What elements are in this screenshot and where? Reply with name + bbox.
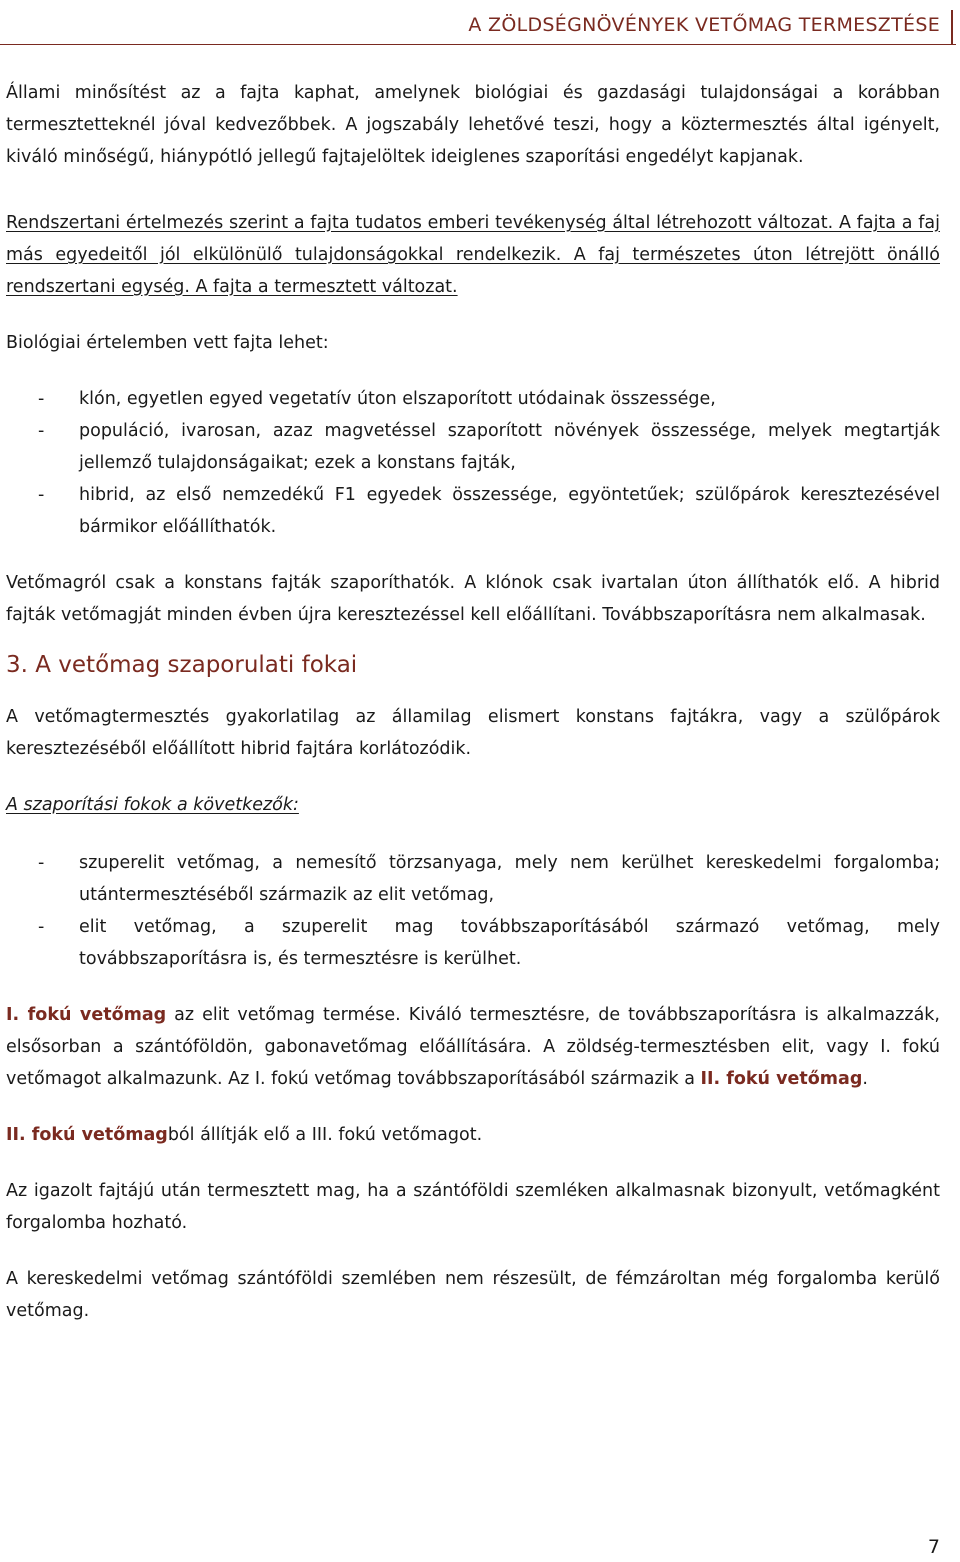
paragraph-first-degree: [6, 999, 940, 1095]
list-item: [6, 479, 940, 543]
paragraph-certified-seed: Az igazolt fajtájú után termesztett mag, ha a szántóföldi szemléken alkalmasnak bizonyult, vetőmagként forgalomba hozható.: [6, 1181, 940, 1233]
paragraph-degrees-intro: A szaporítási fokok a következők:: [6, 795, 299, 815]
paragraph-text: az elit vetőmag termése. Kiváló termesztésre, de továbbszaporításra is alkalmazzák, elsősorban a szántóföldön, gabonavetőmag előállítására. A zöldség-termesztésben elit, vagy I. fokú vetőmagot alkalmazunk. Az I. fokú vetőmag továbbszaporításából származik a: [6, 1005, 940, 1089]
list-dash: -: [38, 389, 45, 409]
page-body: [6, 77, 940, 1327]
list-item: [6, 911, 940, 975]
header-rule-vertical: [951, 10, 953, 44]
list-item-text: elit vetőmag, a szuperelit mag továbbszaporításából származó vetőmag, mely továbbszaporításra is, és termesztésre is kerülhet.: [79, 917, 940, 969]
header-rule: [0, 44, 956, 45]
list-item-text: szuperelit vetőmag, a nemesítő törzsanyaga, mely nem kerülhet kereskedelmi forgalomba; utántermesztéséből származik az elit vetőmag,: [79, 853, 940, 905]
paragraph-text-end: .: [862, 1069, 868, 1089]
paragraph-biological-intro: Biológiai értelemben vett fajta lehet:: [6, 333, 329, 353]
term-second-degree-seed: II. fokú vetőmag: [700, 1069, 863, 1089]
list-item: [6, 383, 940, 415]
section-heading: 3. A vetőmag szaporulati fokai: [6, 652, 358, 678]
paragraph-second-degree: [6, 1119, 940, 1151]
paragraph-propagation: Vetőmagról csak a konstans fajták szaporíthatók. A klónok csak ivartalan úton állíthatók elő. A hibrid fajták vetőmagját minden évben újra keresztezéssel kell előállítani. Továbbszaporításra nem alkalmasak.: [6, 573, 940, 625]
list-propagation-degrees: [6, 847, 940, 975]
paragraph-taxonomic-definition: Rendszertani értelmezés szerint a fajta tudatos emberi tevékenység által létrehozott változat. A fajta a faj más egyedeitől jól elkülönülő tulajdonságokkal rendelkezik. A faj természetes úton létrejött önálló rendszertani egység. A fajta a termesztett változat.: [6, 213, 940, 297]
paragraph-seed-production: A vetőmagtermesztés gyakorlatilag az államilag elismert konstans fajtákra, vagy a szülőpárok keresztezéséből előállított hibrid fajtára korlátozódik.: [6, 707, 940, 759]
page-header: [0, 0, 960, 64]
page-number: 7: [927, 1536, 940, 1558]
running-header-title: A ZÖLDSÉGNÖVÉNYEK VETŐMAG TERMESZTÉSE: [468, 14, 940, 36]
term-second-degree-seed: II. fokú vetőmag: [6, 1125, 168, 1145]
list-dash: -: [38, 853, 45, 873]
list-dash: -: [38, 485, 45, 505]
term-first-degree-seed: I. fokú vetőmag: [6, 1005, 167, 1025]
paragraph-commercial-seed: A kereskedelmi vetőmag szántóföldi szemlében nem részesült, de fémzároltan még forgalomba kerülő vetőmag.: [6, 1269, 940, 1321]
list-item-text: klón, egyetlen egyed vegetatív úton elszaporított utódainak összessége,: [79, 389, 716, 409]
list-dash: -: [38, 917, 45, 937]
paragraph-text: ból állítják elő a III. fokú vetőmagot.: [167, 1125, 483, 1145]
list-dash: -: [38, 421, 45, 441]
list-item-text: populáció, ivarosan, azaz magvetéssel szaporított növények összessége, melyek megtartják jellemző tulajdonságaikat; ezek a konstans fajták,: [79, 421, 940, 473]
paragraph-state-qualification: Állami minősítést az a fajta kaphat, amelynek biológiai és gazdasági tulajdonságai a korábban termesztetteknél jóval kedvezőbbek. A jogszabály lehetővé teszi, hogy a köztermesztés által igényelt, kiváló minőségű, hiánypótló jellegű fajtajelöltek ideiglenes szaporítási engedélyt kapjanak.: [6, 83, 940, 167]
list-item: [6, 847, 940, 911]
list-item-text: hibrid, az első nemzedékű F1 egyedek összessége, egyöntetűek; szülőpárok keresztezésével bármikor előállíthatók.: [79, 485, 940, 537]
list-item: [6, 415, 940, 479]
list-biological-variety-types: [6, 383, 940, 543]
